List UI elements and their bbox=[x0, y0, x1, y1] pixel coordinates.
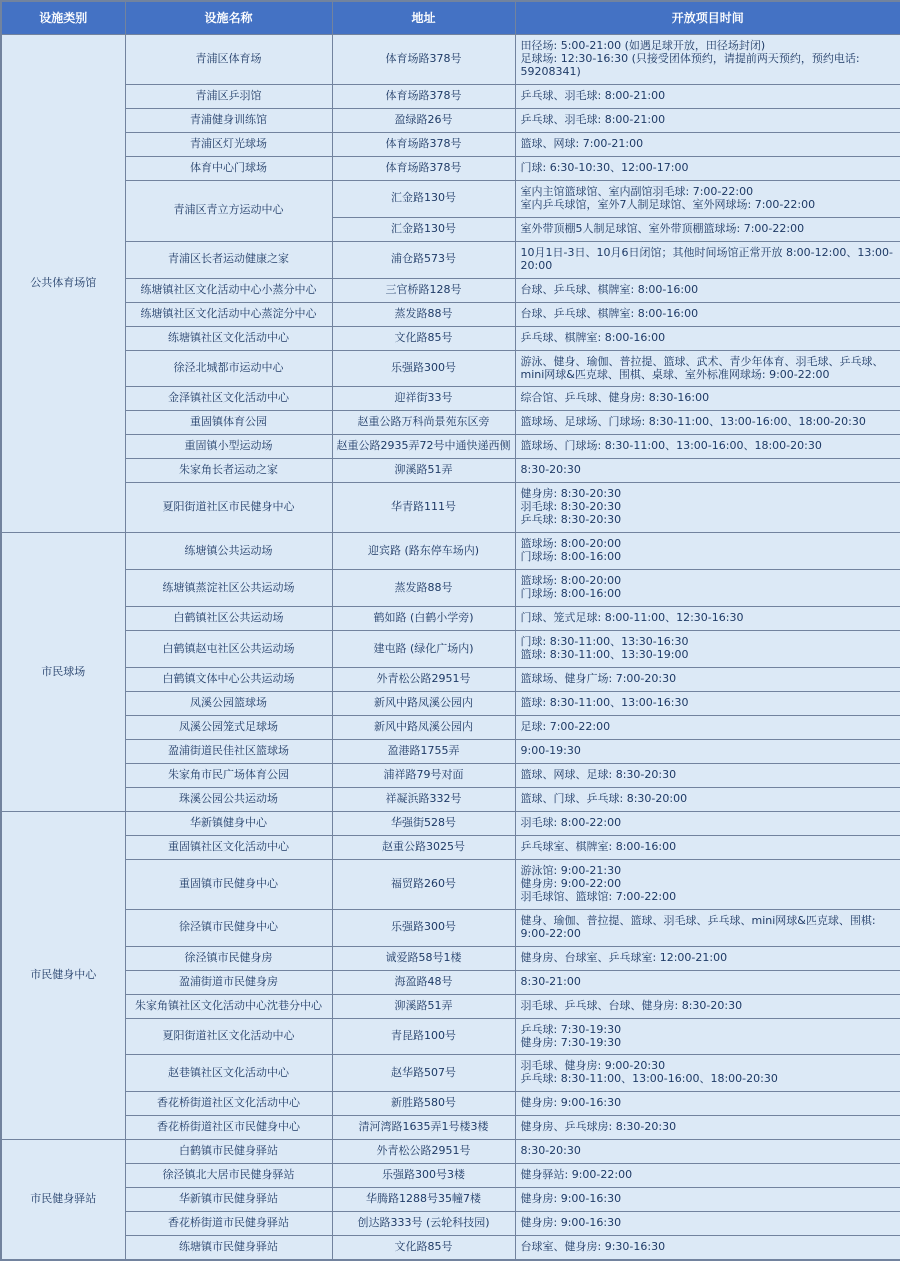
facility-name-cell: 凤溪公园笼式足球场 bbox=[125, 715, 332, 739]
table-row bbox=[1, 692, 900, 716]
facility-name-cell: 夏阳街道社区市民健身中心 bbox=[125, 483, 332, 533]
address-cell: 文化路85号 bbox=[332, 326, 515, 350]
table-row bbox=[1, 156, 900, 180]
hours-cell bbox=[515, 1140, 900, 1164]
category-cell: 市民球场 bbox=[1, 533, 125, 812]
facility-name-cell: 凤溪公园篮球场 bbox=[125, 692, 332, 716]
facility-name-cell: 练塘镇社区文化活动中心蒸淀分中心 bbox=[125, 302, 332, 326]
hours-line: 健身房、台球室、乒乓球室: 12:00-21:00 bbox=[520, 950, 728, 964]
table-row bbox=[1, 278, 900, 302]
facility-name-cell: 朱家角市民广场体育公园 bbox=[125, 763, 332, 787]
address-cell: 迎宾路 (路东停车场内) bbox=[332, 533, 515, 570]
hours-line: 游泳馆: 9:00-21:30 bbox=[520, 863, 622, 877]
hours-cell bbox=[515, 435, 900, 459]
hours-line: 9:00-19:30 bbox=[520, 743, 581, 757]
hours-line: 门球场: 8:00-16:00 bbox=[520, 550, 622, 564]
hours-line: 篮球场、足球场、门球场: 8:30-11:00、13:00-16:00、18:00-20:30 bbox=[520, 415, 866, 429]
hours-line: 田径场: 5:00-21:00 (如遇足球开放，田径场封闭) bbox=[520, 39, 766, 52]
facility-name-cell: 华新镇健身中心 bbox=[125, 811, 332, 835]
hours-line: 健身房: 9:00-16:30 bbox=[520, 1096, 622, 1110]
address-cell: 泖溪路51弄 bbox=[332, 994, 515, 1018]
table-row bbox=[1, 909, 900, 946]
address-cell: 赵重公路2935弄72号中通快递西侧 bbox=[332, 435, 515, 459]
address-cell: 泖溪路51弄 bbox=[332, 459, 515, 483]
hours-line: 篮球: 8:30-11:00、13:30-19:00 bbox=[520, 648, 689, 662]
hours-line: 足球场: 12:30-16:30 (只接受团体预约，请提前两天预约，预约电话: 59208341) bbox=[520, 51, 860, 78]
hours-line: 羽毛球: 8:30-20:30 bbox=[520, 500, 622, 514]
hours-cell bbox=[515, 970, 900, 994]
table-row bbox=[1, 108, 900, 132]
hours-cell bbox=[515, 326, 900, 350]
address-cell: 华青路111号 bbox=[332, 483, 515, 533]
hours-line: 健身房: 8:30-20:30 bbox=[520, 487, 622, 501]
address-cell: 外青松公路2951号 bbox=[332, 1140, 515, 1164]
table-row bbox=[1, 946, 900, 970]
hours-line: 游泳、健身、瑜伽、普拉提、篮球、武术、青少年体育、羽毛球、乒乓球、mini网球&匹克球、围棋、桌球、室外标准网球场: 9:00-22:00 bbox=[520, 354, 884, 381]
hours-cell bbox=[515, 302, 900, 326]
address-cell: 蒸发路88号 bbox=[332, 302, 515, 326]
hours-cell bbox=[515, 411, 900, 435]
address-cell: 盈港路1755弄 bbox=[332, 739, 515, 763]
table-row bbox=[1, 570, 900, 607]
facility-name-cell: 珠溪公园公共运动场 bbox=[125, 787, 332, 811]
facility-name-cell: 重固镇体育公园 bbox=[125, 411, 332, 435]
hours-cell bbox=[515, 909, 900, 946]
hours-cell bbox=[515, 1055, 900, 1092]
table-row bbox=[1, 787, 900, 811]
header-cell-hours: 开放项目时间 bbox=[515, 1, 900, 35]
address-cell: 新风中路凤溪公园内 bbox=[332, 692, 515, 716]
header-row bbox=[1, 1, 900, 35]
hours-line: 篮球场: 8:00-20:00 bbox=[520, 537, 622, 551]
address-cell: 迎祥街33号 bbox=[332, 387, 515, 411]
hours-line: 篮球场、门球场: 8:30-11:00、13:00-16:00、18:00-20:30 bbox=[520, 439, 822, 453]
address-cell: 创达路333号 (云轮科技园) bbox=[332, 1212, 515, 1236]
hours-line: 乒乓球、棋牌室: 8:00-16:00 bbox=[520, 330, 666, 344]
hours-line: 台球、乒乓球、棋牌室: 8:00-16:00 bbox=[520, 306, 699, 320]
hours-line: 8:30-20:30 bbox=[520, 463, 581, 477]
hours-line: 10月1日-3日、10月6日闭馆；其他时间场馆正常开放 8:00-12:00、13:00-20:00 bbox=[520, 245, 893, 272]
hours-line: 健身房、乒乓球房: 8:30-20:30 bbox=[520, 1120, 677, 1134]
hours-line: 健身房: 9:00-16:30 bbox=[520, 1192, 622, 1206]
facility-name-cell: 金泽镇社区文化活动中心 bbox=[125, 387, 332, 411]
address-cell: 华腾路1288号35幢7楼 bbox=[332, 1188, 515, 1212]
address-cell: 新风中路凤溪公园内 bbox=[332, 715, 515, 739]
facility-name-cell: 朱家角镇社区文化活动中心沈巷分中心 bbox=[125, 994, 332, 1018]
hours-line: 羽毛球馆、篮球馆: 7:00-22:00 bbox=[520, 889, 677, 903]
hours-cell bbox=[515, 1236, 900, 1260]
address-cell: 清河湾路1635弄1号楼3楼 bbox=[332, 1116, 515, 1140]
facility-name-cell: 青浦区青立方运动中心 bbox=[125, 180, 332, 241]
hours-line: 篮球场: 8:00-20:00 bbox=[520, 574, 622, 588]
header-cell-category: 设施类别 bbox=[1, 1, 125, 35]
address-cell: 盈绿路26号 bbox=[332, 108, 515, 132]
facility-name-cell: 青浦区体育场 bbox=[125, 35, 332, 85]
address-cell: 诚爱路58号1楼 bbox=[332, 946, 515, 970]
hours-cell bbox=[515, 217, 900, 241]
hours-line: 乒乓球、羽毛球: 8:00-21:00 bbox=[520, 112, 666, 126]
hours-cell bbox=[515, 835, 900, 859]
facility-name-cell: 白鹤镇市民健身驿站 bbox=[125, 1140, 332, 1164]
hours-line: 健身、瑜伽、普拉提、篮球、羽毛球、乒乓球、mini网球&匹克球、围棋: 9:00-22:00 bbox=[520, 913, 876, 940]
hours-line: 乒乓球室、棋牌室: 8:00-16:00 bbox=[520, 839, 677, 853]
address-cell: 汇金路130号 bbox=[332, 217, 515, 241]
hours-cell bbox=[515, 811, 900, 835]
table-row bbox=[1, 1018, 900, 1055]
table-row bbox=[1, 1092, 900, 1116]
hours-line: 乒乓球: 8:30-11:00、13:00-16:00、18:00-20:30 bbox=[520, 1072, 778, 1086]
facility-name-cell: 重固镇市民健身中心 bbox=[125, 859, 332, 909]
hours-line: 乒乓球: 8:30-20:30 bbox=[520, 513, 622, 527]
table-row bbox=[1, 631, 900, 668]
table-row bbox=[1, 387, 900, 411]
address-cell: 华强街528号 bbox=[332, 811, 515, 835]
hours-line: 乒乓球、羽毛球: 8:00-21:00 bbox=[520, 88, 666, 102]
table-row bbox=[1, 411, 900, 435]
address-cell: 三官桥路128号 bbox=[332, 278, 515, 302]
hours-line: 篮球、网球: 7:00-21:00 bbox=[520, 136, 644, 150]
table-row bbox=[1, 533, 900, 570]
hours-cell bbox=[515, 459, 900, 483]
hours-line: 台球、乒乓球、棋牌室: 8:00-16:00 bbox=[520, 282, 699, 296]
address-cell: 赵华路507号 bbox=[332, 1055, 515, 1092]
hours-cell bbox=[515, 1164, 900, 1188]
address-cell: 浦仓路573号 bbox=[332, 241, 515, 278]
address-cell: 体育场路378号 bbox=[332, 84, 515, 108]
hours-cell bbox=[515, 533, 900, 570]
hours-line: 羽毛球: 8:00-22:00 bbox=[520, 815, 622, 829]
header-cell-name: 设施名称 bbox=[125, 1, 332, 35]
table-row bbox=[1, 739, 900, 763]
facility-name-cell: 徐泾镇市民健身房 bbox=[125, 946, 332, 970]
category-cell: 市民健身驿站 bbox=[1, 1140, 125, 1260]
facility-name-cell: 徐泾镇市民健身中心 bbox=[125, 909, 332, 946]
hours-cell bbox=[515, 180, 900, 217]
hours-line: 门球: 8:30-11:00、13:30-16:30 bbox=[520, 635, 689, 649]
facility-name-cell: 重固镇小型运动场 bbox=[125, 435, 332, 459]
facility-name-cell: 徐泾北城都市运动中心 bbox=[125, 350, 332, 387]
hours-cell bbox=[515, 763, 900, 787]
table-row bbox=[1, 970, 900, 994]
facility-name-cell: 香花桥街道社区市民健身中心 bbox=[125, 1116, 332, 1140]
table-row bbox=[1, 811, 900, 835]
hours-line: 篮球场、健身广场: 7:00-20:30 bbox=[520, 672, 677, 686]
table-row bbox=[1, 994, 900, 1018]
hours-cell bbox=[515, 859, 900, 909]
table-row bbox=[1, 483, 900, 533]
facility-name-cell: 练塘镇公共运动场 bbox=[125, 533, 332, 570]
facility-name-cell: 夏阳街道社区文化活动中心 bbox=[125, 1018, 332, 1055]
address-cell: 浦祥路79号对面 bbox=[332, 763, 515, 787]
hours-cell bbox=[515, 387, 900, 411]
address-cell: 福贸路260号 bbox=[332, 859, 515, 909]
table-row bbox=[1, 435, 900, 459]
hours-cell bbox=[515, 787, 900, 811]
hours-cell bbox=[515, 946, 900, 970]
address-cell: 蒸发路88号 bbox=[332, 570, 515, 607]
hours-cell bbox=[515, 1018, 900, 1055]
hours-line: 篮球: 8:30-11:00、13:00-16:30 bbox=[520, 696, 689, 709]
hours-line: 羽毛球、乒乓球、台球、健身房: 8:30-20:30 bbox=[520, 998, 743, 1012]
address-cell: 汇金路130号 bbox=[332, 180, 515, 217]
address-cell: 体育场路378号 bbox=[332, 156, 515, 180]
hours-line: 门球: 6:30-10:30、12:00-17:00 bbox=[520, 160, 689, 174]
address-cell: 乐强路300号 bbox=[332, 909, 515, 946]
facility-name-cell: 练塘镇市民健身驿站 bbox=[125, 1236, 332, 1260]
facility-name-cell: 练塘镇社区文化活动中心 bbox=[125, 326, 332, 350]
facility-name-cell: 体育中心门球场 bbox=[125, 156, 332, 180]
facility-name-cell: 青浦区灯光球场 bbox=[125, 132, 332, 156]
table-row bbox=[1, 1055, 900, 1092]
facility-name-cell: 朱家角长者运动之家 bbox=[125, 459, 332, 483]
table-row bbox=[1, 132, 900, 156]
table-row bbox=[1, 607, 900, 631]
facility-name-cell: 练塘镇社区文化活动中心小蒸分中心 bbox=[125, 278, 332, 302]
hours-cell bbox=[515, 241, 900, 278]
table-row bbox=[1, 1188, 900, 1212]
hours-line: 健身驿站: 9:00-22:00 bbox=[520, 1168, 633, 1182]
hours-line: 门球场: 8:00-16:00 bbox=[520, 587, 622, 601]
facility-name-cell: 青浦区长者运动健康之家 bbox=[125, 241, 332, 278]
table-row bbox=[1, 1212, 900, 1236]
hours-line: 篮球、网球、足球: 8:30-20:30 bbox=[520, 767, 677, 781]
table-row bbox=[1, 668, 900, 692]
hours-cell bbox=[515, 692, 900, 716]
table-row bbox=[1, 835, 900, 859]
hours-cell bbox=[515, 1212, 900, 1236]
hours-line: 健身房: 9:00-16:30 bbox=[520, 1216, 622, 1230]
hours-cell bbox=[515, 483, 900, 533]
address-cell: 新胜路580号 bbox=[332, 1092, 515, 1116]
hours-line: 台球室、健身房: 9:30-16:30 bbox=[520, 1240, 666, 1254]
hours-cell bbox=[515, 1092, 900, 1116]
hours-cell bbox=[515, 668, 900, 692]
hours-cell bbox=[515, 739, 900, 763]
address-cell: 海盈路48号 bbox=[332, 970, 515, 994]
table-row bbox=[1, 1164, 900, 1188]
table-row bbox=[1, 84, 900, 108]
table-row bbox=[1, 1116, 900, 1140]
facility-name-cell: 青浦区乒羽馆 bbox=[125, 84, 332, 108]
hours-line: 乒乓球: 7:30-19:30 bbox=[520, 1022, 622, 1036]
table-row bbox=[1, 1140, 900, 1164]
table-row bbox=[1, 459, 900, 483]
address-cell: 赵重公路3025号 bbox=[332, 835, 515, 859]
facility-name-cell: 青浦健身训练馆 bbox=[125, 108, 332, 132]
table-row bbox=[1, 1236, 900, 1260]
hours-cell bbox=[515, 132, 900, 156]
hours-line: 8:30-21:00 bbox=[520, 974, 581, 988]
hours-line: 综合馆、乒乓球、健身房: 8:30-16:00 bbox=[520, 391, 710, 405]
hours-cell bbox=[515, 35, 900, 85]
address-cell: 建屯路 (绿化广场内) bbox=[332, 631, 515, 668]
facility-name-cell: 香花桥街道社区文化活动中心 bbox=[125, 1092, 332, 1116]
table-row bbox=[1, 35, 900, 85]
hours-cell bbox=[515, 994, 900, 1018]
hours-cell bbox=[515, 84, 900, 108]
address-cell: 体育场路378号 bbox=[332, 35, 515, 85]
address-cell: 青昆路100号 bbox=[332, 1018, 515, 1055]
hours-line: 篮球、门球、乒乓球: 8:30-20:00 bbox=[520, 791, 688, 805]
hours-line: 室内乒乓球馆，室外7人制足球馆、室外网球场: 7:00-22:00 bbox=[520, 197, 816, 211]
hours-line: 足球: 7:00-22:00 bbox=[520, 719, 611, 733]
category-cell: 市民健身中心 bbox=[1, 811, 125, 1140]
hours-cell bbox=[515, 607, 900, 631]
hours-line: 门球、笼式足球: 8:00-11:00、12:30-16:30 bbox=[520, 611, 744, 625]
header-cell-address: 地址 bbox=[332, 1, 515, 35]
address-cell: 外青松公路2951号 bbox=[332, 668, 515, 692]
facility-name-cell: 白鹤镇赵屯社区公共运动场 bbox=[125, 631, 332, 668]
address-cell: 乐强路300号 bbox=[332, 350, 515, 387]
address-cell: 鹤如路 (白鹤小学旁) bbox=[332, 607, 515, 631]
hours-cell bbox=[515, 715, 900, 739]
hours-cell bbox=[515, 1116, 900, 1140]
table-row bbox=[1, 241, 900, 278]
hours-cell bbox=[515, 631, 900, 668]
hours-cell bbox=[515, 1188, 900, 1212]
facility-name-cell: 香花桥街道市民健身驿站 bbox=[125, 1212, 332, 1236]
table-row bbox=[1, 859, 900, 909]
hours-cell bbox=[515, 350, 900, 387]
hours-line: 健身房: 9:00-22:00 bbox=[520, 876, 622, 890]
hours-cell bbox=[515, 278, 900, 302]
facility-name-cell: 白鹤镇文体中心公共运动场 bbox=[125, 668, 332, 692]
table-header bbox=[1, 1, 900, 35]
facility-name-cell: 练塘镇蒸淀社区公共运动场 bbox=[125, 570, 332, 607]
hours-line: 羽毛球、健身房: 9:00-20:30 bbox=[520, 1059, 666, 1073]
address-cell: 祥凝浜路332号 bbox=[332, 787, 515, 811]
facility-name-cell: 白鹤镇社区公共运动场 bbox=[125, 607, 332, 631]
address-cell: 文化路85号 bbox=[332, 1236, 515, 1260]
address-cell: 体育场路378号 bbox=[332, 132, 515, 156]
hours-cell bbox=[515, 156, 900, 180]
table-row bbox=[1, 180, 900, 217]
facility-name-cell: 重固镇社区文化活动中心 bbox=[125, 835, 332, 859]
table-row bbox=[1, 326, 900, 350]
table-row bbox=[1, 715, 900, 739]
hours-line: 室内主馆篮球馆、室内副馆羽毛球: 7:00-22:00 bbox=[520, 184, 754, 198]
hours-cell bbox=[515, 108, 900, 132]
hours-line: 室外带顶棚5人制足球馆、室外带顶棚篮球场: 7:00-22:00 bbox=[520, 221, 805, 235]
hours-cell bbox=[515, 570, 900, 607]
table-row bbox=[1, 302, 900, 326]
facility-name-cell: 华新镇市民健身驿站 bbox=[125, 1188, 332, 1212]
table-row bbox=[1, 350, 900, 387]
facility-name-cell: 盈浦街道市民健身房 bbox=[125, 970, 332, 994]
table-row bbox=[1, 763, 900, 787]
facility-name-cell: 赵巷镇社区文化活动中心 bbox=[125, 1055, 332, 1092]
address-cell: 乐强路300号3楼 bbox=[332, 1164, 515, 1188]
address-cell: 赵重公路万科尚景苑东区旁 bbox=[332, 411, 515, 435]
hours-line: 健身房: 7:30-19:30 bbox=[520, 1035, 622, 1049]
category-cell: 公共体育场馆 bbox=[1, 35, 125, 533]
table-body bbox=[1, 35, 900, 1261]
facility-name-cell: 盈浦街道民佳社区篮球场 bbox=[125, 739, 332, 763]
facility-name-cell: 徐泾镇北大居市民健身驿站 bbox=[125, 1164, 332, 1188]
hours-line: 8:30-20:30 bbox=[520, 1144, 581, 1158]
